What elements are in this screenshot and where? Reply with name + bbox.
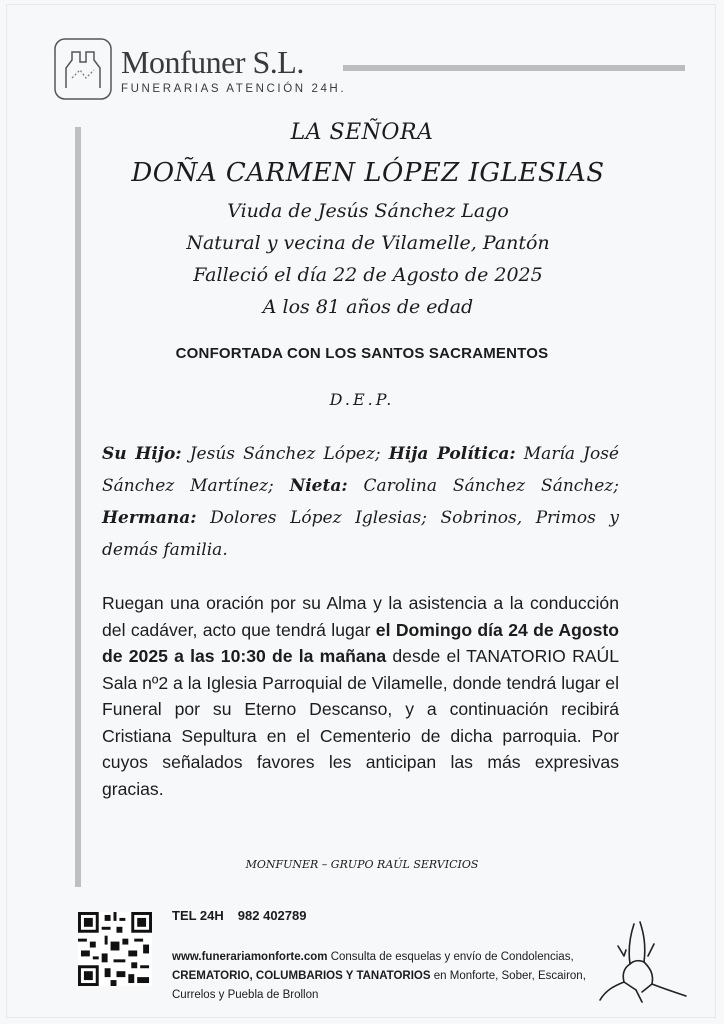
age-line: A los 81 años de edad bbox=[262, 296, 474, 318]
footer-text-2: en Monforte, Sober, Escairon, Currelos y Puebla de Brollon bbox=[172, 970, 586, 1001]
notice-title: LA SEÑORA bbox=[290, 120, 434, 145]
native-line: Natural y vecina de Vilamelle, Pantón bbox=[186, 232, 550, 254]
phone-line bbox=[172, 908, 320, 923]
ceremony-datetime: el Domingo día 24 de Agosto de 2025 a las 10:30 de la mañana bbox=[102, 619, 619, 666]
granddaughter-name: Carolina Sánchez Sánchez; bbox=[347, 476, 619, 496]
son-label: Su Hijo: bbox=[102, 444, 182, 464]
praying-hands-icon bbox=[594, 916, 690, 1008]
ceremony-text-2: desde el TANATORIO RAÚL Sala nº2 a la Iglesia Parroquial de Vilamelle, donde tendrá lugar el Funeral por su Eterno Descanso, y a continuación recibirá Cristiana Sepultura en el Cementerio de dicha parroquia. Por cuyos señalados favores les anticipan las más expresivas gracias. bbox=[102, 646, 620, 799]
company-tagline: FUNERARIAS ATENCIÓN 24H. bbox=[121, 83, 347, 95]
sister-name: Dolores López Iglesias; Sobrinos, Primos y demás familia. bbox=[102, 508, 619, 560]
daughter-in-law-label: Hija Política: bbox=[388, 444, 516, 464]
footer-info bbox=[172, 948, 602, 1005]
daughter-in-law-name: María José Sánchez Martínez; bbox=[102, 444, 619, 496]
granddaughter-label: Nieta: bbox=[289, 476, 348, 496]
header-decorative-bar bbox=[343, 65, 685, 71]
website-link[interactable]: www.funerariamonforte.com bbox=[172, 951, 328, 963]
signature-line: MONFUNER – GRUPO RAÚL SERVICIOS bbox=[245, 858, 479, 871]
ceremony-text-1: Ruegan una oración por su Alma y la asistencia a la conducción del cadáver, acto que tendrá lugar bbox=[102, 593, 619, 640]
footer-services: CREMATORIO, COLUMBARIOS Y TANATORIOS bbox=[172, 970, 431, 982]
footer-text-1: Consulta de esquelas y envío de Condolencias, bbox=[327, 951, 574, 963]
company-logo-icon bbox=[54, 38, 112, 100]
ceremony-paragraph bbox=[102, 590, 619, 802]
death-date-line: Falleció el día 22 de Agosto de 2025 bbox=[193, 264, 543, 286]
company-name: Monfuner S.L. bbox=[121, 44, 304, 80]
son-name: Jesús Sánchez López; bbox=[181, 444, 389, 464]
sacraments-line: CONFORTADA CON LOS SANTOS SACRAMENTOS bbox=[175, 345, 549, 362]
deceased-name: DOÑA CARMEN LÓPEZ IGLESIAS bbox=[131, 158, 605, 188]
sister-label: Hermana: bbox=[102, 508, 197, 528]
dep-line: D.E.P. bbox=[329, 390, 395, 409]
phone-label: TEL 24H bbox=[172, 908, 224, 923]
widow-line: Viuda de Jesús Sánchez Lago bbox=[227, 200, 509, 222]
phone-number[interactable]: 982 402789 bbox=[237, 908, 307, 923]
family-paragraph bbox=[102, 438, 619, 566]
qr-code-icon bbox=[78, 912, 152, 986]
